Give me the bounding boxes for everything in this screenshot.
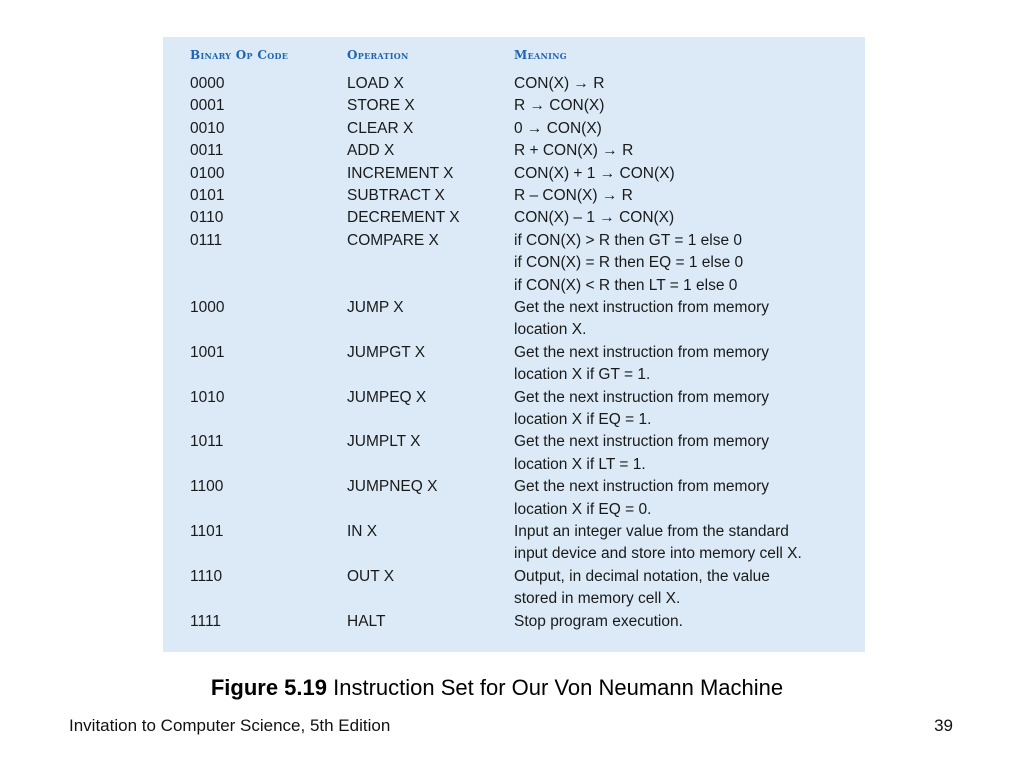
operation-cell: CLEAR X — [347, 119, 414, 137]
op-code-cell: 0000 — [190, 75, 225, 92]
operation-cell: DECREMENT X — [347, 209, 460, 227]
table-body — [163, 73, 865, 633]
meaning-line: if CON(X) > R then GT = 1 else 0 — [514, 231, 742, 249]
meaning-line: 0 → CON(X) — [514, 119, 602, 137]
op-code-cell: 0100 — [190, 164, 225, 182]
meaning-line: Stop program execution. — [514, 612, 683, 630]
op-code-cell: 0110 — [190, 209, 224, 227]
op-code-cell: 1010 — [190, 388, 225, 406]
figure-title: Instruction Set for Our Von Neumann Machine — [333, 675, 784, 700]
figure-label: Figure 5.19 — [210, 675, 327, 700]
meaning-cell — [514, 342, 769, 387]
operation-cell: JUMPNEQ X — [347, 478, 438, 496]
operation-cell: SUBTRACT X — [347, 186, 445, 204]
meaning-cell — [514, 297, 769, 342]
meaning-line: stored in memory cell X. — [514, 590, 681, 608]
table-row — [163, 387, 865, 432]
meaning-cell — [514, 431, 769, 476]
table-row — [163, 611, 865, 633]
table-row — [163, 431, 865, 476]
table-row — [163, 230, 865, 297]
meaning-line: if CON(X) = R then EQ = 1 else 0 — [514, 254, 744, 272]
operation-cell: JUMPEQ X — [347, 388, 427, 406]
table-row — [163, 207, 865, 229]
meaning-line: location X if EQ = 0. — [514, 500, 652, 518]
meaning-cell — [514, 118, 602, 140]
meaning-cell — [514, 140, 633, 162]
meaning-cell — [514, 73, 604, 95]
meaning-line: Input an integer value from the standard — [514, 522, 789, 540]
op-code-cell: 1110 — [190, 567, 223, 585]
op-code-cell: 1100 — [190, 478, 224, 496]
operation-cell: OUT X — [347, 567, 395, 585]
op-code-cell: 0011 — [190, 142, 224, 160]
operation-cell: COMPARE X — [347, 231, 439, 249]
op-code-cell: 1111 — [190, 612, 222, 630]
figure-caption — [0, 675, 994, 701]
table-row — [163, 297, 865, 342]
meaning-cell — [514, 387, 769, 432]
operation-cell: ADD X — [347, 142, 395, 160]
op-code-cell: 0001 — [190, 97, 225, 115]
meaning-line: Get the next instruction from memory — [514, 478, 769, 496]
table-row — [163, 185, 865, 207]
table-row — [163, 118, 865, 140]
meaning-line: if CON(X) < R then LT = 1 else 0 — [514, 276, 738, 294]
operation-cell: IN X — [347, 522, 378, 540]
meaning-cell — [514, 95, 604, 117]
table-row — [163, 476, 865, 521]
op-code-cell: 1101 — [190, 522, 224, 540]
table-row — [163, 163, 865, 185]
op-code-cell: 0111 — [190, 231, 223, 249]
meaning-line: CON(X) → R — [514, 75, 605, 92]
operation-cell: JUMP X — [347, 298, 404, 316]
table-row — [163, 342, 865, 387]
meaning-cell — [514, 476, 769, 521]
table-row — [163, 140, 865, 162]
meaning-line: Get the next instruction from memory — [514, 343, 769, 361]
operation-cell: LOAD X — [347, 75, 404, 92]
meaning-cell — [514, 207, 674, 229]
meaning-line: CON(X) + 1 → CON(X) — [514, 164, 675, 182]
meaning-line: Get the next instruction from memory — [514, 388, 769, 406]
instruction-set-table — [163, 37, 865, 652]
header-meaning: Meaning — [514, 48, 567, 62]
op-code-cell: 1000 — [190, 298, 225, 316]
op-code-cell: 1011 — [190, 433, 224, 451]
table-row — [163, 521, 865, 566]
meaning-line: R – CON(X) → R — [514, 186, 633, 204]
meaning-cell — [514, 163, 675, 185]
meaning-line: Get the next instruction from memory — [514, 433, 769, 451]
meaning-cell — [514, 566, 770, 611]
header-operation: Operation — [347, 48, 409, 62]
meaning-cell — [514, 230, 743, 297]
footer-page-number: 39 — [934, 716, 953, 735]
op-code-cell: 0101 — [190, 186, 225, 204]
meaning-line: R + CON(X) → R — [514, 142, 634, 160]
meaning-cell — [514, 521, 802, 566]
table-row — [163, 73, 865, 95]
table-header — [163, 37, 865, 77]
meaning-cell — [514, 611, 683, 633]
operation-cell: HALT — [347, 612, 386, 630]
op-code-cell: 0010 — [190, 119, 225, 137]
meaning-line: CON(X) – 1 → CON(X) — [514, 209, 675, 227]
op-code-cell: 1001 — [190, 343, 225, 361]
operation-cell: INCREMENT X — [347, 164, 454, 182]
meaning-line: location X if LT = 1. — [514, 455, 646, 473]
meaning-line: location X if GT = 1. — [514, 366, 651, 384]
meaning-line: location X if EQ = 1. — [514, 410, 652, 428]
operation-cell: JUMPLT X — [347, 433, 421, 451]
meaning-cell — [514, 185, 633, 207]
footer-book-title: Invitation to Computer Science, 5th Edition — [69, 716, 391, 735]
meaning-line: location X. — [514, 321, 587, 339]
operation-cell: JUMPGT X — [347, 343, 426, 361]
meaning-line: R → CON(X) — [514, 97, 605, 115]
meaning-line: Output, in decimal notation, the value — [514, 567, 770, 585]
meaning-line: input device and store into memory cell X. — [514, 545, 802, 563]
meaning-line: Get the next instruction from memory — [514, 298, 769, 316]
header-binary-op-code: Binary Op Code — [190, 48, 289, 62]
table-row — [163, 95, 865, 117]
table-row — [163, 566, 865, 611]
operation-cell: STORE X — [347, 97, 415, 115]
